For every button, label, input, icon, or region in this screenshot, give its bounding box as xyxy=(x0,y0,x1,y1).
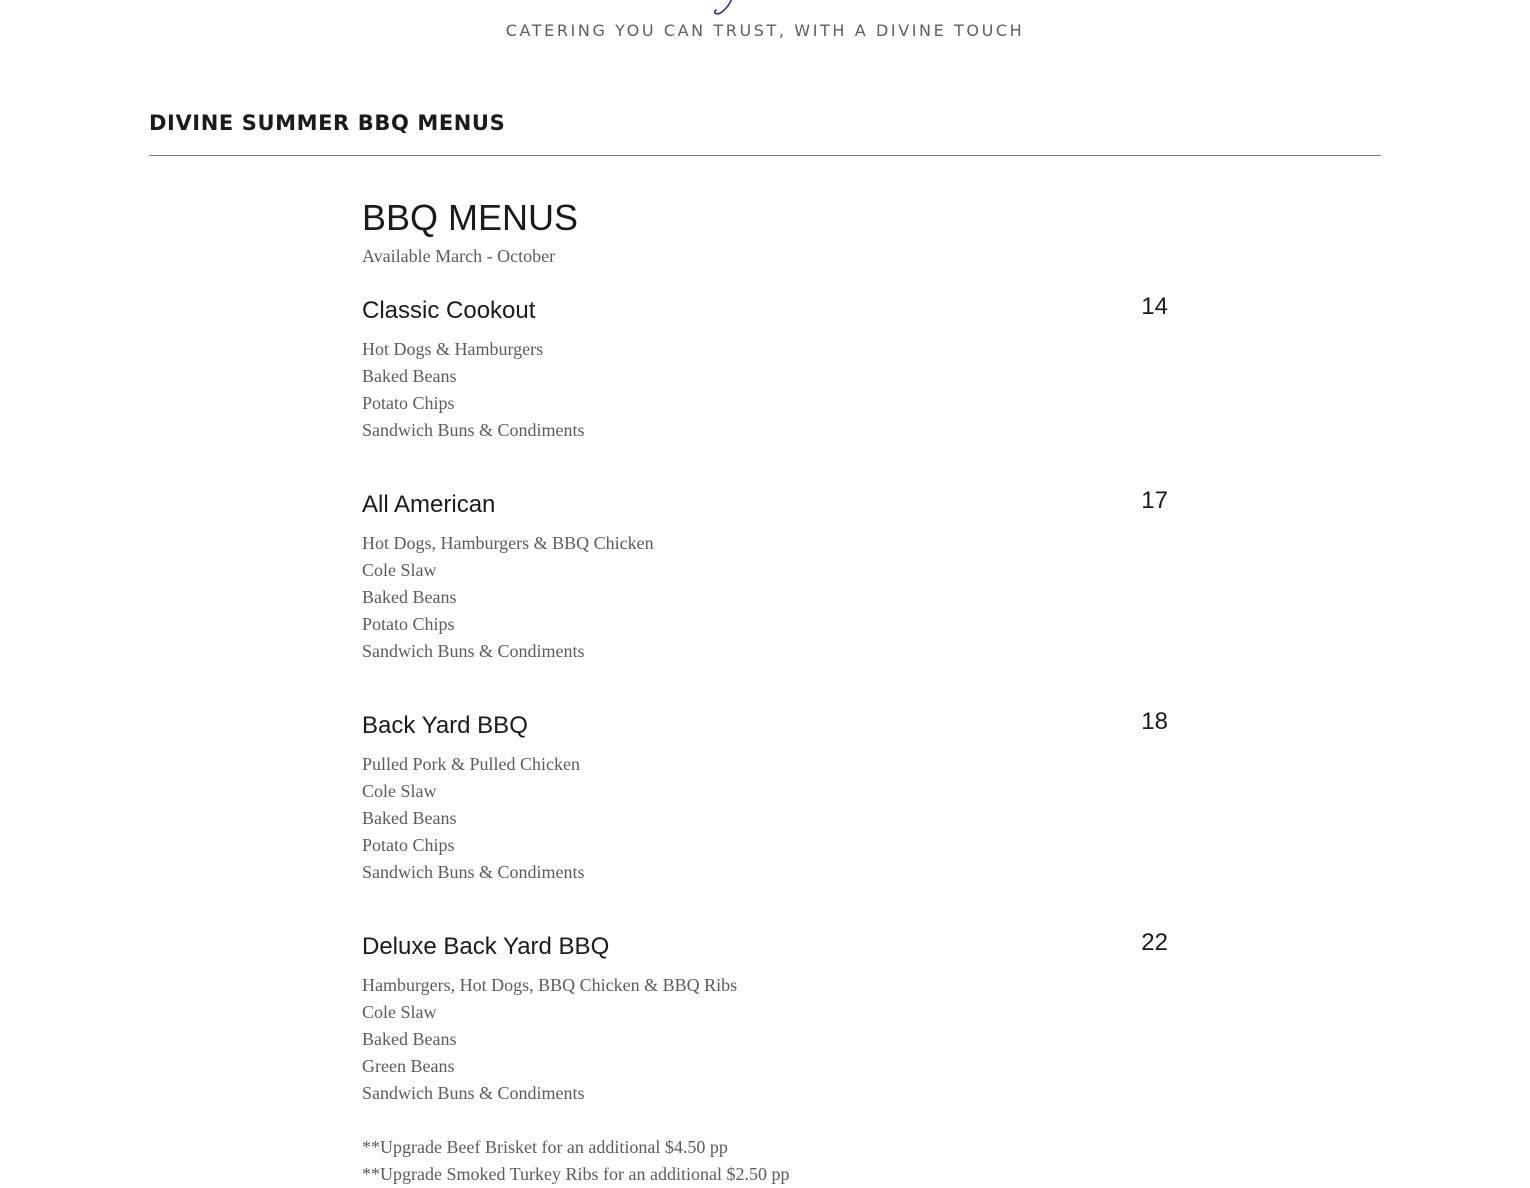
package-item-list xyxy=(362,972,1168,1107)
package-item-list xyxy=(362,530,1168,665)
menu-package xyxy=(362,709,1168,886)
menu-availability: Available March - October xyxy=(362,246,556,266)
package-header xyxy=(362,709,1168,743)
package-item: Cole Slaw xyxy=(362,1002,437,1022)
package-upgrade-notes xyxy=(362,1134,1168,1188)
section-divider xyxy=(149,155,1381,156)
menu-package xyxy=(362,930,1168,1188)
site-tagline: CATERING YOU CAN TRUST, WITH A DIVINE TOUCH xyxy=(505,21,1025,40)
package-item: Hot Dogs & Hamburgers xyxy=(362,339,544,359)
package-item: Sandwich Buns & Condiments xyxy=(362,862,585,882)
package-item: Sandwich Buns & Condiments xyxy=(362,420,585,440)
package-price: 14 xyxy=(1141,293,1168,320)
package-item: Baked Beans xyxy=(362,1029,457,1049)
menu-header xyxy=(362,194,1168,270)
package-item: Hamburgers, Hot Dogs, BBQ Chicken & BBQ Ribs xyxy=(362,975,738,995)
package-item: Cole Slaw xyxy=(362,781,437,801)
package-name: Classic Cookout xyxy=(362,297,536,324)
package-item: Baked Beans xyxy=(362,366,457,386)
package-price: 22 xyxy=(1141,929,1168,956)
menu-package xyxy=(362,294,1168,444)
package-header xyxy=(362,930,1168,964)
package-item: Cole Slaw xyxy=(362,560,437,580)
package-item: Hot Dogs, Hamburgers & BBQ Chicken xyxy=(362,533,654,553)
package-item-list xyxy=(362,336,1168,444)
section-title: DIVINE SUMMER BBQ MENUS xyxy=(149,111,506,135)
package-item: Potato Chips xyxy=(362,835,455,855)
package-header xyxy=(362,294,1168,328)
logo-flourish-icon xyxy=(700,0,760,16)
package-item: Green Beans xyxy=(362,1056,455,1076)
package-name: Back Yard BBQ xyxy=(362,712,528,739)
package-item: Sandwich Buns & Condiments xyxy=(362,1083,585,1103)
upgrade-note: **Upgrade Beef Brisket for an additional $4.50 pp xyxy=(362,1137,728,1157)
package-header xyxy=(362,488,1168,522)
package-item: Sandwich Buns & Condiments xyxy=(362,641,585,661)
upgrade-note: **Upgrade Smoked Turkey Ribs for an additional $2.50 pp xyxy=(362,1164,790,1184)
package-price: 17 xyxy=(1141,487,1168,514)
menu-package xyxy=(362,488,1168,665)
package-item: Potato Chips xyxy=(362,614,455,634)
package-price: 18 xyxy=(1141,708,1168,735)
package-item: Baked Beans xyxy=(362,587,457,607)
section-header xyxy=(149,108,1381,138)
package-item: Potato Chips xyxy=(362,393,455,413)
package-item: Pulled Pork & Pulled Chicken xyxy=(362,754,580,774)
package-name: Deluxe Back Yard BBQ xyxy=(362,933,610,960)
package-item-list xyxy=(362,751,1168,886)
package-name: All American xyxy=(362,491,496,518)
package-item: Baked Beans xyxy=(362,808,457,828)
menu-title: BBQ MENUS xyxy=(362,197,579,238)
